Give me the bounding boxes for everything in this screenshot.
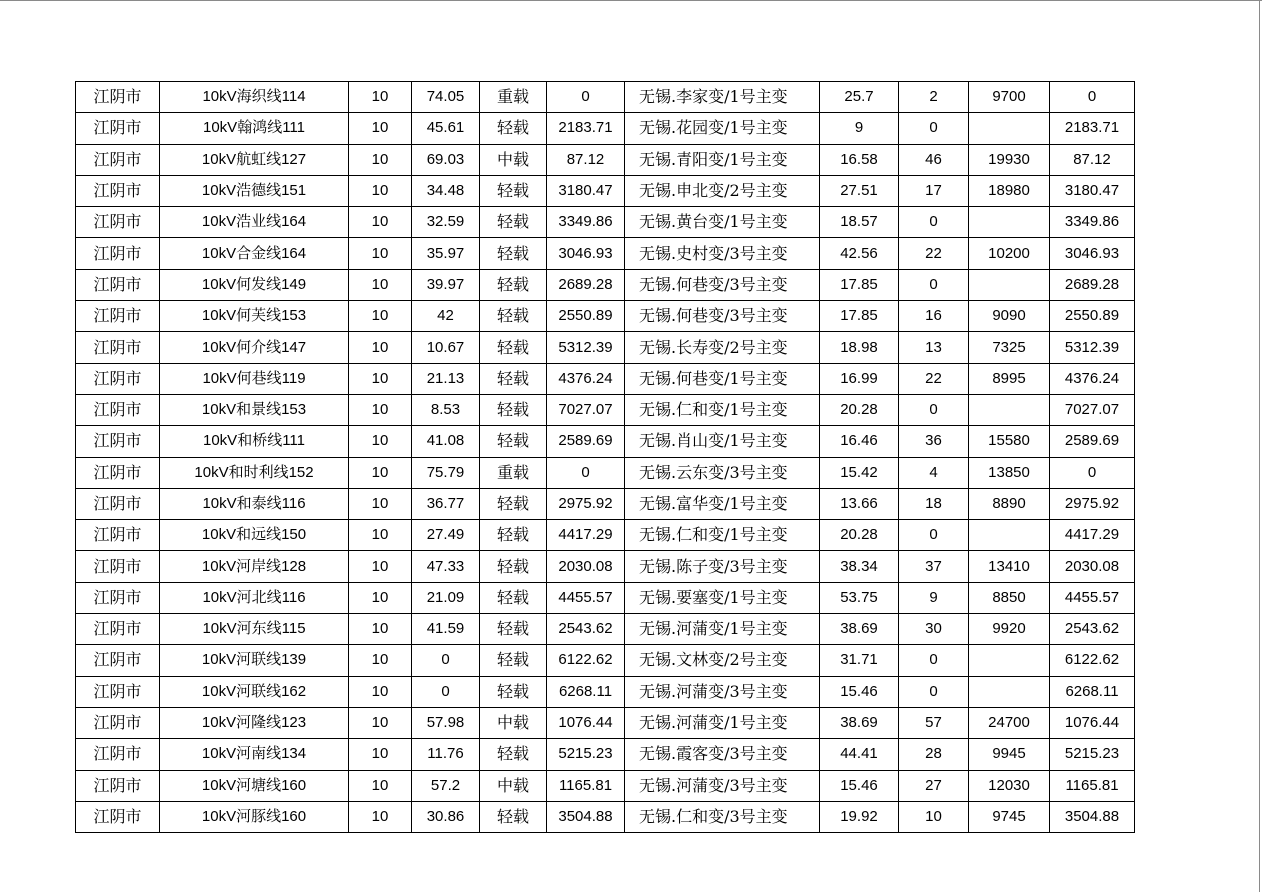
transformer-load-cell: 18.98 [820,332,899,363]
margin-cell: 7027.07 [547,394,625,425]
user-count-cell: 16 [899,301,969,332]
line-name-cell: 10kV浩德线151 [160,175,349,206]
load-status-cell: 重载 [480,82,547,113]
table-row [76,394,1135,425]
page-border-right [1259,0,1260,892]
margin-cell: 2689.28 [547,269,625,300]
margin-cell: 2975.92 [547,488,625,519]
voltage-cell: 10 [349,82,412,113]
page-border-top [0,0,1262,1]
line-name-cell: 10kV和远线150 [160,520,349,551]
user-count-cell: 36 [899,426,969,457]
line-name-cell: 10kV合金线164 [160,238,349,269]
capacity-cell: 19930 [969,144,1050,175]
load-rate-cell: 8.53 [412,394,480,425]
transformer-load-cell: 20.28 [820,520,899,551]
substation-cell: 无锡.长寿变/2号主变 [625,332,820,363]
margin-cell: 6268.11 [547,676,625,707]
line-name-cell: 10kV河豚线160 [160,801,349,832]
margin-cell: 87.12 [547,144,625,175]
capacity-cell [969,645,1050,676]
user-count-cell: 27 [899,770,969,801]
margin-cell: 6122.62 [547,645,625,676]
load-rate-cell: 36.77 [412,488,480,519]
load-status-cell: 中载 [480,707,547,738]
capacity-cell: 9745 [969,801,1050,832]
load-status-cell: 中载 [480,770,547,801]
line-name-cell: 10kV何巷线119 [160,363,349,394]
available-capacity-cell: 3180.47 [1050,175,1135,206]
city-cell: 江阴市 [76,269,160,300]
user-count-cell: 0 [899,113,969,144]
table-row [76,770,1135,801]
load-status-cell: 重载 [480,457,547,488]
margin-cell: 2030.08 [547,551,625,582]
line-name-cell: 10kV河联线139 [160,645,349,676]
line-name-cell: 10kV河岸线128 [160,551,349,582]
load-status-cell: 轻载 [480,520,547,551]
line-name-cell: 10kV浩业线164 [160,207,349,238]
margin-cell: 1076.44 [547,707,625,738]
city-cell: 江阴市 [76,676,160,707]
city-cell: 江阴市 [76,488,160,519]
transformer-load-cell: 19.92 [820,801,899,832]
load-status-cell: 轻载 [480,645,547,676]
user-count-cell: 22 [899,363,969,394]
voltage-cell: 10 [349,269,412,300]
load-rate-cell: 32.59 [412,207,480,238]
voltage-cell: 10 [349,144,412,175]
line-name-cell: 10kV河北线116 [160,582,349,613]
voltage-cell: 10 [349,207,412,238]
transformer-load-cell: 38.34 [820,551,899,582]
capacity-cell: 18980 [969,175,1050,206]
line-name-cell: 10kV海织线114 [160,82,349,113]
table-row [76,488,1135,519]
transformer-load-cell: 27.51 [820,175,899,206]
city-cell: 江阴市 [76,582,160,613]
substation-cell: 无锡.何巷变/1号主变 [625,363,820,394]
feeder-load-table [75,81,1135,833]
margin-cell: 1165.81 [547,770,625,801]
voltage-cell: 10 [349,457,412,488]
load-rate-cell: 0 [412,676,480,707]
voltage-cell: 10 [349,770,412,801]
capacity-cell [969,269,1050,300]
load-status-cell: 中载 [480,144,547,175]
available-capacity-cell: 2550.89 [1050,301,1135,332]
user-count-cell: 57 [899,707,969,738]
user-count-cell: 9 [899,582,969,613]
capacity-cell: 8995 [969,363,1050,394]
substation-cell: 无锡.富华变/1号主变 [625,488,820,519]
load-status-cell: 轻载 [480,207,547,238]
load-status-cell: 轻载 [480,363,547,394]
load-status-cell: 轻载 [480,332,547,363]
transformer-load-cell: 17.85 [820,269,899,300]
load-rate-cell: 34.48 [412,175,480,206]
load-status-cell: 轻载 [480,301,547,332]
load-status-cell: 轻载 [480,394,547,425]
line-name-cell: 10kV河塘线160 [160,770,349,801]
available-capacity-cell: 2689.28 [1050,269,1135,300]
city-cell: 江阴市 [76,457,160,488]
substation-cell: 无锡.河蒲变/3号主变 [625,676,820,707]
load-status-cell: 轻载 [480,113,547,144]
margin-cell: 3180.47 [547,175,625,206]
table-row [76,175,1135,206]
line-name-cell: 10kV河东线115 [160,614,349,645]
capacity-cell [969,394,1050,425]
voltage-cell: 10 [349,426,412,457]
load-status-cell: 轻载 [480,488,547,519]
load-rate-cell: 0 [412,645,480,676]
user-count-cell: 13 [899,332,969,363]
table-row [76,707,1135,738]
table-row [76,144,1135,175]
substation-cell: 无锡.何巷变/3号主变 [625,269,820,300]
transformer-load-cell: 31.71 [820,645,899,676]
voltage-cell: 10 [349,676,412,707]
user-count-cell: 0 [899,520,969,551]
user-count-cell: 28 [899,739,969,770]
transformer-load-cell: 15.42 [820,457,899,488]
table-row [76,457,1135,488]
transformer-load-cell: 25.7 [820,82,899,113]
table-row [76,113,1135,144]
table-row [76,426,1135,457]
line-name-cell: 10kV何介线147 [160,332,349,363]
substation-cell: 无锡.要塞变/1号主变 [625,582,820,613]
line-name-cell: 10kV何芙线153 [160,301,349,332]
load-rate-cell: 41.08 [412,426,480,457]
substation-cell: 无锡.黄台变/1号主变 [625,207,820,238]
line-name-cell: 10kV翰鸿线111 [160,113,349,144]
line-name-cell: 10kV河联线162 [160,676,349,707]
load-rate-cell: 57.2 [412,770,480,801]
substation-cell: 无锡.肖山变/1号主变 [625,426,820,457]
table-row [76,739,1135,770]
substation-cell: 无锡.花园变/1号主变 [625,113,820,144]
city-cell: 江阴市 [76,394,160,425]
margin-cell: 4376.24 [547,363,625,394]
city-cell: 江阴市 [76,363,160,394]
user-count-cell: 0 [899,394,969,425]
city-cell: 江阴市 [76,770,160,801]
table-row [76,82,1135,113]
voltage-cell: 10 [349,645,412,676]
transformer-load-cell: 15.46 [820,676,899,707]
load-rate-cell: 35.97 [412,238,480,269]
substation-cell: 无锡.文林变/2号主变 [625,645,820,676]
table-row [76,676,1135,707]
capacity-cell: 12030 [969,770,1050,801]
load-rate-cell: 47.33 [412,551,480,582]
load-status-cell: 轻载 [480,676,547,707]
city-cell: 江阴市 [76,739,160,770]
city-cell: 江阴市 [76,238,160,269]
available-capacity-cell: 3349.86 [1050,207,1135,238]
transformer-load-cell: 9 [820,113,899,144]
voltage-cell: 10 [349,707,412,738]
load-rate-cell: 75.79 [412,457,480,488]
available-capacity-cell: 5215.23 [1050,739,1135,770]
margin-cell: 3504.88 [547,801,625,832]
available-capacity-cell: 6122.62 [1050,645,1135,676]
margin-cell: 0 [547,457,625,488]
table-row [76,801,1135,832]
margin-cell: 5215.23 [547,739,625,770]
available-capacity-cell: 2975.92 [1050,488,1135,519]
margin-cell: 2543.62 [547,614,625,645]
available-capacity-cell: 87.12 [1050,144,1135,175]
capacity-cell: 13850 [969,457,1050,488]
load-rate-cell: 42 [412,301,480,332]
load-status-cell: 轻载 [480,238,547,269]
load-status-cell: 轻载 [480,614,547,645]
city-cell: 江阴市 [76,614,160,645]
voltage-cell: 10 [349,739,412,770]
table-row [76,301,1135,332]
capacity-cell [969,113,1050,144]
user-count-cell: 22 [899,238,969,269]
voltage-cell: 10 [349,582,412,613]
city-cell: 江阴市 [76,801,160,832]
substation-cell: 无锡.霞客变/3号主变 [625,739,820,770]
voltage-cell: 10 [349,488,412,519]
load-status-cell: 轻载 [480,175,547,206]
table-row [76,238,1135,269]
city-cell: 江阴市 [76,82,160,113]
table-row [76,332,1135,363]
margin-cell: 4455.57 [547,582,625,613]
user-count-cell: 0 [899,269,969,300]
capacity-cell: 8850 [969,582,1050,613]
city-cell: 江阴市 [76,207,160,238]
capacity-cell: 8890 [969,488,1050,519]
available-capacity-cell: 0 [1050,457,1135,488]
available-capacity-cell: 4455.57 [1050,582,1135,613]
available-capacity-cell: 3504.88 [1050,801,1135,832]
transformer-load-cell: 44.41 [820,739,899,770]
line-name-cell: 10kV和桥线111 [160,426,349,457]
load-rate-cell: 30.86 [412,801,480,832]
load-status-cell: 轻载 [480,582,547,613]
margin-cell: 2589.69 [547,426,625,457]
substation-cell: 无锡.仁和变/3号主变 [625,801,820,832]
available-capacity-cell: 1076.44 [1050,707,1135,738]
available-capacity-cell: 2030.08 [1050,551,1135,582]
transformer-load-cell: 16.58 [820,144,899,175]
substation-cell: 无锡.青阳变/1号主变 [625,144,820,175]
table-row [76,520,1135,551]
line-name-cell: 10kV和时利线152 [160,457,349,488]
available-capacity-cell: 7027.07 [1050,394,1135,425]
margin-cell: 0 [547,82,625,113]
line-name-cell: 10kV何发线149 [160,269,349,300]
voltage-cell: 10 [349,614,412,645]
capacity-cell: 9090 [969,301,1050,332]
capacity-cell: 15580 [969,426,1050,457]
load-rate-cell: 27.49 [412,520,480,551]
line-name-cell: 10kV河隆线123 [160,707,349,738]
load-rate-cell: 10.67 [412,332,480,363]
substation-cell: 无锡.李家变/1号主变 [625,82,820,113]
user-count-cell: 30 [899,614,969,645]
margin-cell: 4417.29 [547,520,625,551]
load-status-cell: 轻载 [480,426,547,457]
capacity-cell: 7325 [969,332,1050,363]
substation-cell: 无锡.河蒲变/1号主变 [625,614,820,645]
load-rate-cell: 41.59 [412,614,480,645]
substation-cell: 无锡.仁和变/1号主变 [625,394,820,425]
available-capacity-cell: 4376.24 [1050,363,1135,394]
transformer-load-cell: 18.57 [820,207,899,238]
user-count-cell: 10 [899,801,969,832]
capacity-cell: 9920 [969,614,1050,645]
line-name-cell: 10kV河南线134 [160,739,349,770]
substation-cell: 无锡.何巷变/3号主变 [625,301,820,332]
city-cell: 江阴市 [76,707,160,738]
voltage-cell: 10 [349,301,412,332]
substation-cell: 无锡.仁和变/1号主变 [625,520,820,551]
line-name-cell: 10kV和泰线116 [160,488,349,519]
user-count-cell: 37 [899,551,969,582]
load-rate-cell: 39.97 [412,269,480,300]
voltage-cell: 10 [349,394,412,425]
capacity-cell: 13410 [969,551,1050,582]
voltage-cell: 10 [349,801,412,832]
capacity-cell: 10200 [969,238,1050,269]
load-status-cell: 轻载 [480,801,547,832]
voltage-cell: 10 [349,363,412,394]
user-count-cell: 0 [899,676,969,707]
load-rate-cell: 74.05 [412,82,480,113]
margin-cell: 5312.39 [547,332,625,363]
margin-cell: 3349.86 [547,207,625,238]
load-status-cell: 轻载 [480,739,547,770]
available-capacity-cell: 2543.62 [1050,614,1135,645]
margin-cell: 2183.71 [547,113,625,144]
load-rate-cell: 21.13 [412,363,480,394]
capacity-cell [969,207,1050,238]
city-cell: 江阴市 [76,332,160,363]
capacity-cell [969,676,1050,707]
available-capacity-cell: 2589.69 [1050,426,1135,457]
table-row [76,207,1135,238]
voltage-cell: 10 [349,332,412,363]
user-count-cell: 4 [899,457,969,488]
substation-cell: 无锡.河蒲变/3号主变 [625,770,820,801]
user-count-cell: 17 [899,175,969,206]
table-body [76,82,1135,833]
transformer-load-cell: 42.56 [820,238,899,269]
user-count-cell: 0 [899,207,969,238]
table-row [76,551,1135,582]
available-capacity-cell: 2183.71 [1050,113,1135,144]
voltage-cell: 10 [349,175,412,206]
available-capacity-cell: 0 [1050,82,1135,113]
transformer-load-cell: 16.46 [820,426,899,457]
voltage-cell: 10 [349,520,412,551]
transformer-load-cell: 13.66 [820,488,899,519]
load-rate-cell: 11.76 [412,739,480,770]
load-rate-cell: 57.98 [412,707,480,738]
user-count-cell: 46 [899,144,969,175]
voltage-cell: 10 [349,551,412,582]
table-row [76,269,1135,300]
line-name-cell: 10kV航虹线127 [160,144,349,175]
available-capacity-cell: 4417.29 [1050,520,1135,551]
available-capacity-cell: 3046.93 [1050,238,1135,269]
margin-cell: 2550.89 [547,301,625,332]
transformer-load-cell: 38.69 [820,614,899,645]
substation-cell: 无锡.云东变/3号主变 [625,457,820,488]
city-cell: 江阴市 [76,551,160,582]
city-cell: 江阴市 [76,645,160,676]
city-cell: 江阴市 [76,175,160,206]
table-row [76,363,1135,394]
load-status-cell: 轻载 [480,269,547,300]
load-rate-cell: 45.61 [412,113,480,144]
table-row [76,614,1135,645]
transformer-load-cell: 20.28 [820,394,899,425]
capacity-cell: 24700 [969,707,1050,738]
city-cell: 江阴市 [76,144,160,175]
city-cell: 江阴市 [76,301,160,332]
table-row [76,645,1135,676]
user-count-cell: 0 [899,645,969,676]
load-status-cell: 轻载 [480,551,547,582]
city-cell: 江阴市 [76,426,160,457]
substation-cell: 无锡.陈子变/3号主变 [625,551,820,582]
capacity-cell: 9945 [969,739,1050,770]
load-rate-cell: 69.03 [412,144,480,175]
transformer-load-cell: 38.69 [820,707,899,738]
transformer-load-cell: 17.85 [820,301,899,332]
available-capacity-cell: 6268.11 [1050,676,1135,707]
capacity-cell [969,520,1050,551]
table-row [76,582,1135,613]
city-cell: 江阴市 [76,113,160,144]
available-capacity-cell: 1165.81 [1050,770,1135,801]
capacity-cell: 9700 [969,82,1050,113]
user-count-cell: 2 [899,82,969,113]
available-capacity-cell: 5312.39 [1050,332,1135,363]
transformer-load-cell: 16.99 [820,363,899,394]
transformer-load-cell: 15.46 [820,770,899,801]
substation-cell: 无锡.史村变/3号主变 [625,238,820,269]
line-name-cell: 10kV和景线153 [160,394,349,425]
substation-cell: 无锡.河蒲变/1号主变 [625,707,820,738]
city-cell: 江阴市 [76,520,160,551]
transformer-load-cell: 53.75 [820,582,899,613]
voltage-cell: 10 [349,113,412,144]
margin-cell: 3046.93 [547,238,625,269]
voltage-cell: 10 [349,238,412,269]
user-count-cell: 18 [899,488,969,519]
substation-cell: 无锡.申北变/2号主变 [625,175,820,206]
load-rate-cell: 21.09 [412,582,480,613]
